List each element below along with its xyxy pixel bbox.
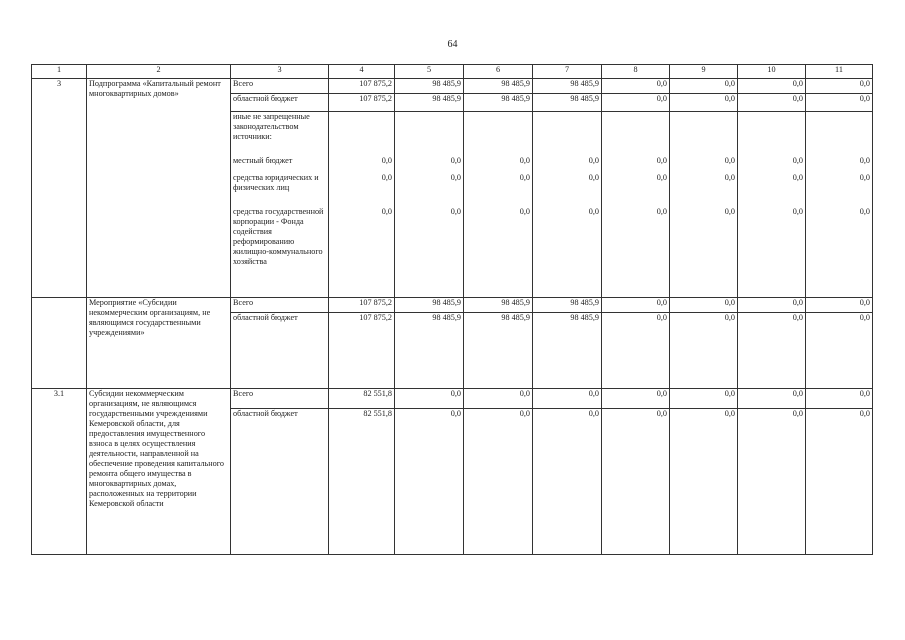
value-cell: 0,0: [670, 94, 738, 112]
value-cell: 0,0: [533, 389, 602, 409]
value-cell: 82 551,8: [329, 409, 395, 555]
value-cell: 0,0: [602, 313, 670, 389]
event-name: Мероприятие «Субсидии некоммерческим организациям, не являющимся государственными учреждениями»: [87, 298, 231, 389]
source-cell: Всего: [231, 389, 329, 409]
value-cell: 98 485,9: [533, 79, 602, 94]
value-cell: 98 485,9: [395, 94, 464, 112]
value-cell: 98 485,9: [464, 79, 533, 94]
value-cell: 0,0: [670, 298, 738, 313]
row-number: [32, 298, 87, 389]
header-cell: 3: [231, 65, 329, 79]
header-cell: 1: [32, 65, 87, 79]
value-cell: 0,0: [738, 389, 806, 409]
value-cell: 0,0: [670, 79, 738, 94]
program-name: Подпрограмма «Капитальный ремонт многоквартирных домов»: [87, 79, 231, 298]
value-cell: 0,0: [806, 298, 873, 313]
header-cell: 11: [806, 65, 873, 79]
source-legal: средства юридических и физических лиц: [233, 173, 319, 192]
other-sources-intro: иные не запрещенные законодательством источники:: [233, 112, 310, 141]
value-cell: 98 485,9: [464, 313, 533, 389]
header-cell: 8: [602, 65, 670, 79]
header-cell: 6: [464, 65, 533, 79]
page-number: 64: [447, 39, 458, 50]
value-cell: 0,0: [670, 409, 738, 555]
header-cell: 5: [395, 65, 464, 79]
row-number: 3.1: [32, 389, 87, 555]
value-cell: 98 485,9: [533, 298, 602, 313]
value-cell: 0,0: [806, 313, 873, 389]
header-cell: 10: [738, 65, 806, 79]
value-cell: 0,0: [464, 409, 533, 555]
value-cell: 107 875,2: [329, 79, 395, 94]
value-cell: 0,0: [602, 389, 670, 409]
subsidy-name: Субсидии некоммерческим организациям, не являющимся государственными учреждениями Кемеровской области, для предоставления имущественного взноса в целях осуществления деятельности, направленной на обеспечение проведения капитального ремонта общего имущества в многоквартирных домах, расположенных на территории Кемеровской области: [87, 389, 231, 555]
value-cell: 98 485,9: [464, 298, 533, 313]
value-cell: 0,0 0,0 0,0: [395, 112, 464, 298]
value-cell: 0,0 0,0 0,0: [329, 112, 395, 298]
value-cell: 82 551,8: [329, 389, 395, 409]
value-cell: 0,0 0,0 0,0: [464, 112, 533, 298]
value-cell: 98 485,9: [464, 94, 533, 112]
row-number: 3: [32, 79, 87, 298]
header-cell: 7: [533, 65, 602, 79]
value-cell: 0,0: [738, 79, 806, 94]
value-cell: 98 485,9: [395, 313, 464, 389]
source-cell: [231, 112, 329, 298]
value-cell: 0,0: [806, 79, 873, 94]
source-cell: Всего: [231, 298, 329, 313]
value-cell: 0,0: [738, 409, 806, 555]
value-cell: 98 485,9: [533, 94, 602, 112]
source-cell: областной бюджет: [231, 94, 329, 112]
value-cell: 0,0 0,0 0,0: [602, 112, 670, 298]
source-fund: средства государственной корпорации - Фонда содействия реформированию жилищно-коммунального хозяйства: [233, 207, 324, 266]
value-cell: 0,0: [395, 409, 464, 555]
source-local: местный бюджет: [233, 156, 293, 165]
value-cell: 0,0: [806, 389, 873, 409]
budget-table: [31, 64, 873, 555]
value-cell: 0,0: [395, 389, 464, 409]
header-cell: 2: [87, 65, 231, 79]
value-cell: 0,0: [602, 94, 670, 112]
value-cell: 0,0: [464, 389, 533, 409]
source-cell: областной бюджет: [231, 409, 329, 555]
source-cell: областной бюджет: [231, 313, 329, 389]
value-cell: 0,0: [738, 298, 806, 313]
value-cell: 0,0: [602, 298, 670, 313]
value-cell: 0,0 0,0 0,0: [806, 112, 873, 298]
table-row: [32, 79, 873, 94]
value-cell: 98 485,9: [533, 313, 602, 389]
header-row: [32, 65, 873, 79]
value-cell: 0,0 0,0 0,0: [738, 112, 806, 298]
value-cell: 0,0: [602, 79, 670, 94]
value-cell: 98 485,9: [395, 79, 464, 94]
value-cell: 0,0: [806, 409, 873, 555]
value-cell: 0,0: [738, 94, 806, 112]
table-row: [32, 298, 873, 313]
value-cell: 0,0: [738, 313, 806, 389]
value-cell: 0,0: [533, 409, 602, 555]
header-cell: 4: [329, 65, 395, 79]
table-row: [32, 389, 873, 409]
value-cell: 0,0: [670, 313, 738, 389]
header-cell: 9: [670, 65, 738, 79]
value-cell: 0,0 0,0 0,0: [670, 112, 738, 298]
value-cell: 98 485,9: [395, 298, 464, 313]
source-cell: Всего: [231, 79, 329, 94]
value-cell: 107 875,2: [329, 313, 395, 389]
value-cell: 0,0 0,0 0,0: [533, 112, 602, 298]
value-cell: 0,0: [670, 389, 738, 409]
value-cell: 0,0: [602, 409, 670, 555]
value-cell: 0,0: [806, 94, 873, 112]
value-cell: 107 875,2: [329, 298, 395, 313]
value-cell: 107 875,2: [329, 94, 395, 112]
